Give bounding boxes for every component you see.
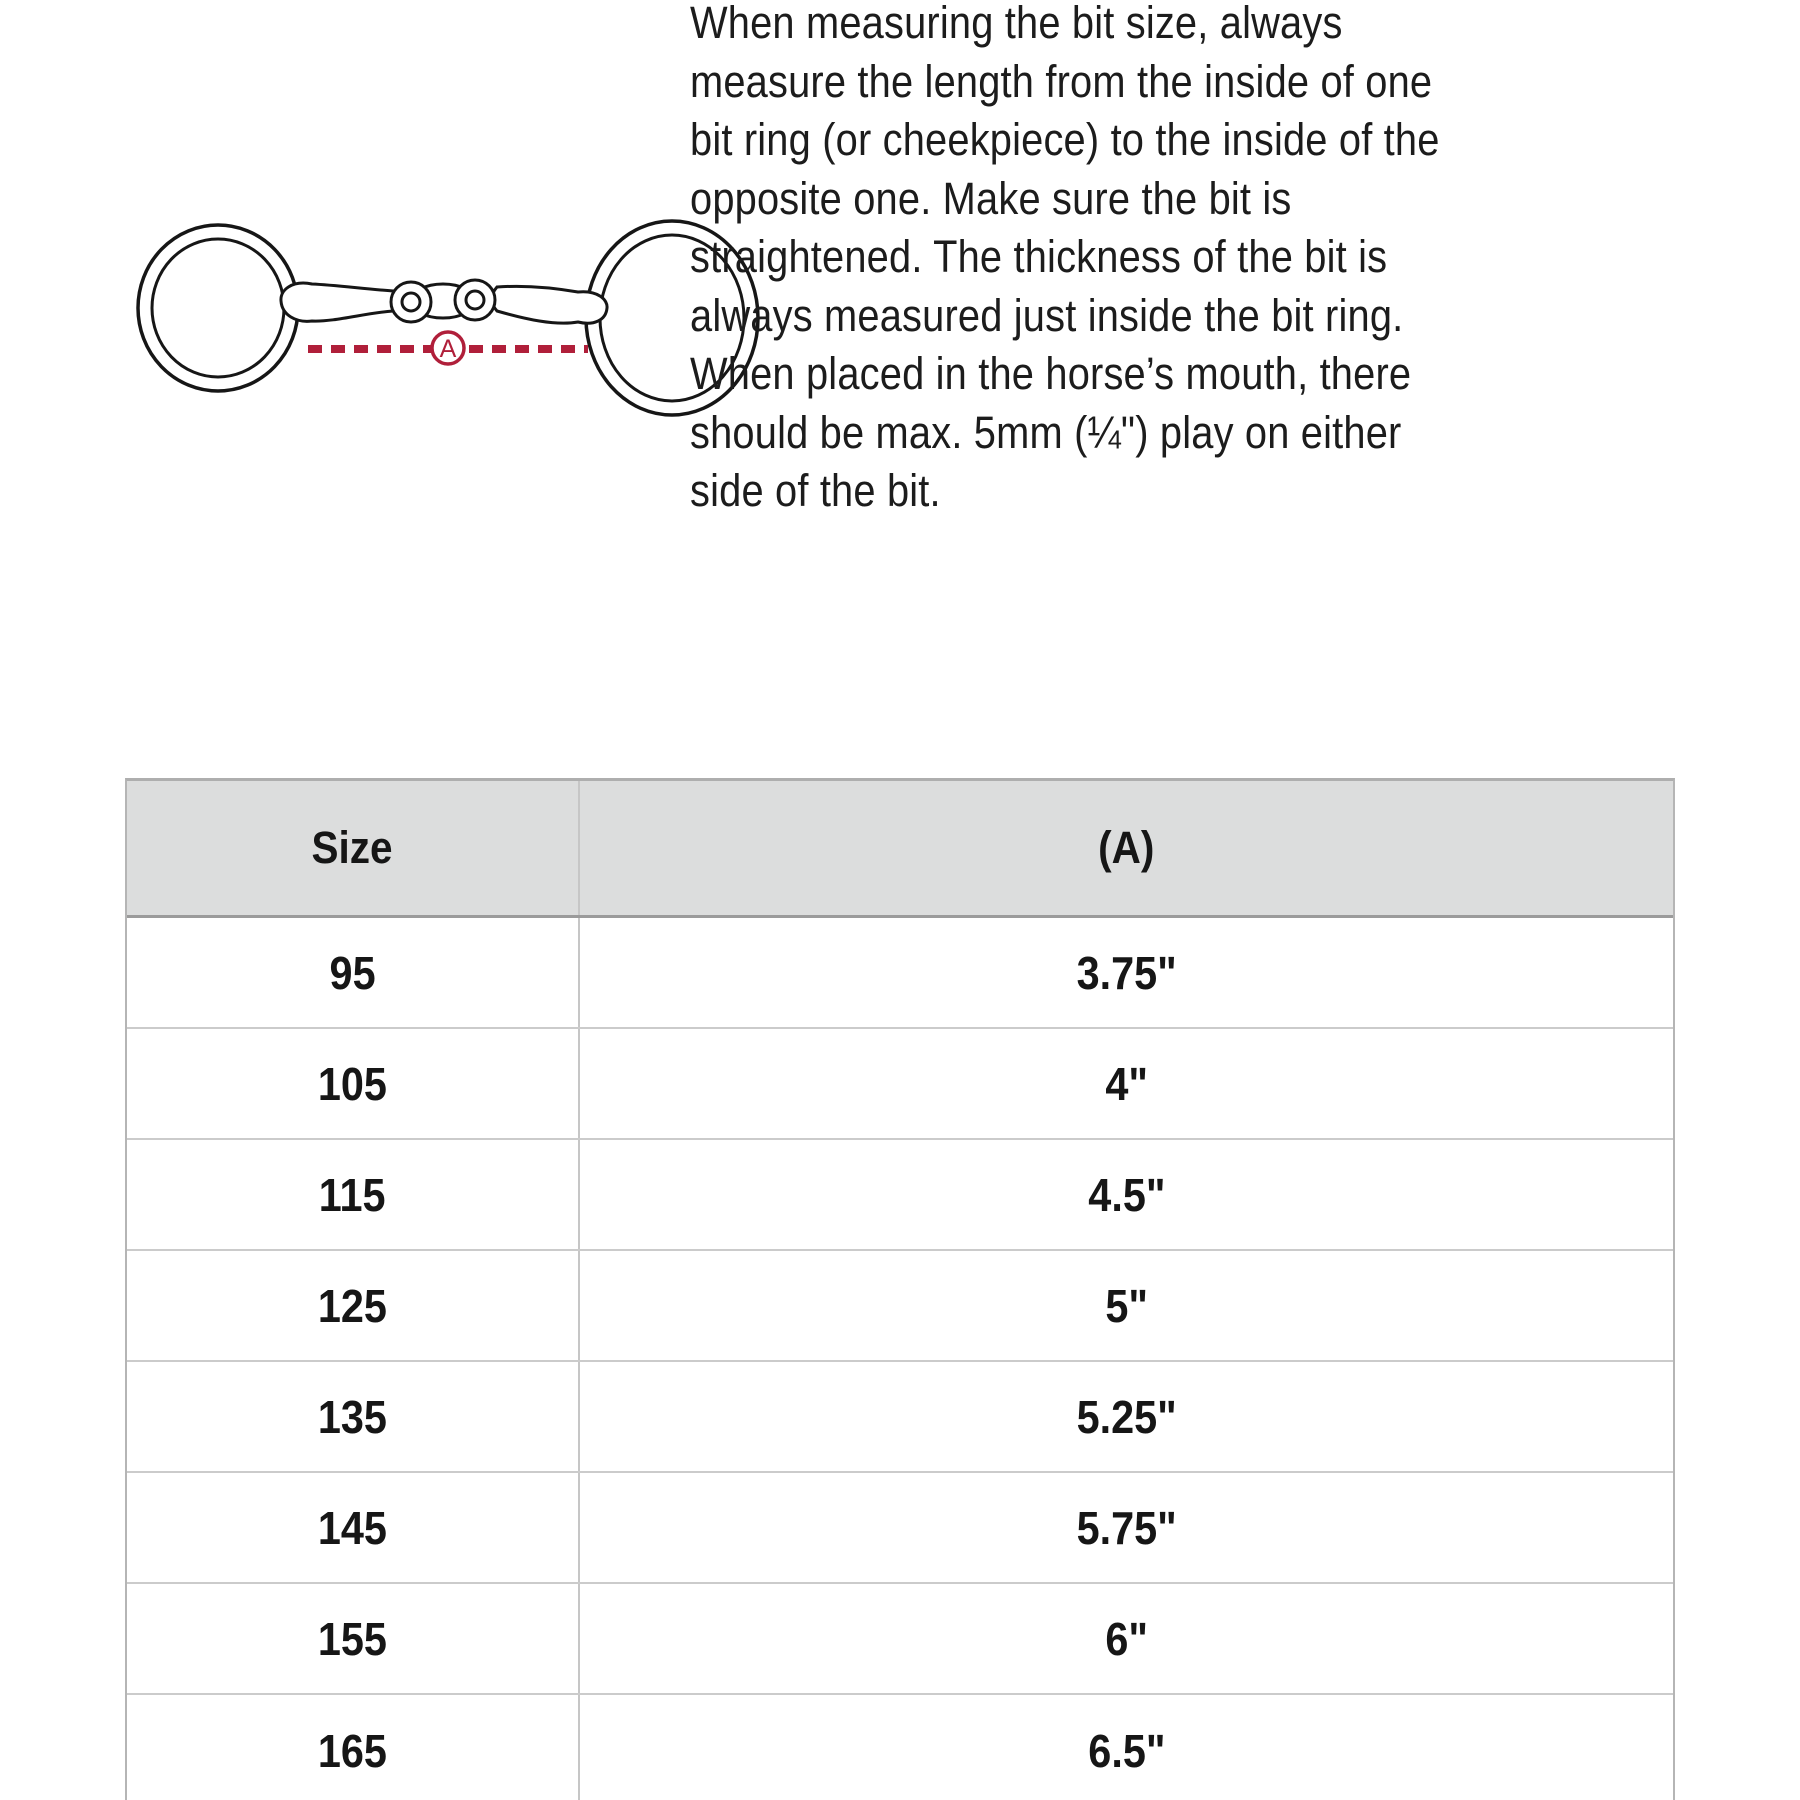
cell-size: 155 (127, 1584, 580, 1693)
table-row (127, 1584, 1673, 1695)
size-table (125, 778, 1675, 1800)
cell-size: 125 (127, 1251, 580, 1360)
cell-size: 135 (127, 1362, 580, 1471)
cell-a: 6" (1105, 1612, 1148, 1665)
header-cell-size: Size (127, 781, 580, 915)
table-row (127, 1140, 1673, 1251)
measuring-instructions (690, 0, 1590, 521)
table-row (127, 1362, 1673, 1473)
table-row (127, 1473, 1673, 1584)
header-cell-a: (A) (1098, 822, 1155, 873)
cell-a: 5" (1105, 1279, 1148, 1332)
measuring-instructions-text: When measuring the bit size, always measure the length from the inside of one bit ring (or cheekpiece) to the inside of the opposite one. Make sure the bit is straightened. The thickness of the bit is always measured just inside the bit ring. When placed in the horse’s mouth, there should be max. 5mm (¼") play on either side of the bit. (690, 0, 1440, 516)
left-bit-ring (138, 225, 298, 391)
bit-diagram (100, 180, 780, 440)
cell-size: 115 (127, 1140, 580, 1249)
measurement-label: A (439, 335, 457, 363)
cell-a: 4.5" (1087, 1168, 1166, 1221)
mouthpiece-right-arm (492, 286, 607, 323)
cell-size: 145 (127, 1473, 580, 1582)
table-row (127, 1695, 1673, 1800)
measurement-label-badge (432, 332, 464, 364)
cell-size: 165 (127, 1695, 580, 1800)
mouthpiece-joint-right (455, 280, 495, 320)
cell-a: 3.75" (1076, 946, 1177, 999)
cell-a: 6.5" (1087, 1724, 1166, 1777)
mouthpiece-left-arm (281, 283, 398, 321)
cell-a: 5.25" (1076, 1390, 1177, 1443)
mouthpiece-joint-left (391, 282, 431, 322)
cell-size: 105 (127, 1029, 580, 1138)
table-row (127, 1029, 1673, 1140)
cell-a: 4" (1105, 1057, 1148, 1110)
cell-a: 5.75" (1076, 1501, 1177, 1554)
cell-size: 95 (127, 918, 580, 1027)
table-row (127, 1251, 1673, 1362)
table-row (127, 918, 1673, 1029)
table-header-row (127, 781, 1673, 918)
